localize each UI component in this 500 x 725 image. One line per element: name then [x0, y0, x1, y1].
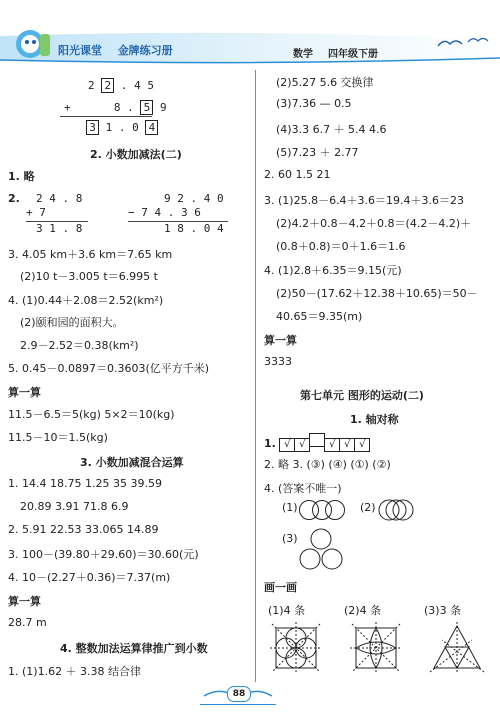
answer-line: (2)50－(17.62＋12.38＋10.65)＝50－	[276, 287, 478, 300]
answer-line: 20.89 3.91 71.8 6.9	[20, 500, 129, 513]
vertical-calc-top: 2 4 . 8	[36, 192, 83, 205]
answer-line: (1)4 条	[268, 604, 306, 617]
answer-line: 28.7 m	[8, 616, 47, 629]
answer-line: 2. 略 3. (③) (④) (①) (②)	[264, 458, 391, 471]
answer-line: 3. 100－(39.80＋29.60)＝30.60(元)	[8, 548, 199, 561]
sum-line	[60, 116, 152, 117]
section-title: 1. 轴对称	[350, 413, 399, 426]
answer-line: (4)3.3 6.7 ＋ 5.4 4.6	[276, 123, 387, 136]
digit: 1 . 0	[105, 121, 139, 134]
page-number: 88	[227, 686, 251, 702]
answer-line: 4. (1)0.44＋2.08＝2.52(km²)	[8, 294, 164, 307]
answer-line: 1. (1)1.62 ＋ 3.38 结合律	[8, 665, 142, 678]
series-name: 阳光课堂	[58, 44, 102, 57]
digit: 8 .	[113, 101, 134, 114]
vertical-calc-result: 1 8 . 0 4	[164, 222, 224, 235]
answer-line: 1. 略	[8, 170, 35, 183]
answer-box: 3	[86, 120, 99, 135]
answer-line: 40.65＝9.35(m)	[276, 310, 363, 323]
answer-line: 2. 5.91 22.53 33.065 14.89	[8, 523, 159, 536]
answer-line: 2.9－2.52＝0.38(km²)	[20, 339, 139, 352]
digit: . 4 5	[120, 79, 154, 92]
answer-line: 4. (1)2.8＋6.35＝9.15(元)	[264, 264, 402, 277]
answer-line: (2)4.2＋0.8－4.2＋0.8＝(4.2－4.2)＋	[276, 217, 472, 230]
question-label: 1.	[264, 437, 276, 450]
check-box	[309, 433, 325, 447]
answer-box: 4	[145, 120, 158, 135]
square-circles-symmetry-figure-icon	[268, 620, 324, 676]
column-divider	[255, 70, 256, 682]
subheading: 画一画	[264, 581, 297, 594]
square-leaf-symmetry-figure-icon	[348, 620, 404, 676]
triangle-circles-figure-icon	[298, 528, 344, 572]
subheading: 算一算	[8, 595, 41, 608]
digit: 2	[88, 79, 95, 92]
book-name: 金牌练习册	[117, 44, 173, 57]
section-title: 4. 整数加法运算律推广到小数	[60, 642, 208, 655]
check-row	[264, 433, 369, 452]
answer-line: 2. 60 1.5 21	[264, 168, 331, 181]
question-label: 2.	[8, 192, 20, 205]
grade-label: 四年级下册	[327, 49, 378, 60]
check-box: √	[294, 438, 310, 452]
triangle-symmetry-figure-icon	[428, 620, 486, 676]
section-title: 3. 小数加减混合运算	[80, 456, 184, 469]
answer-line: 5. 0.45－0.0897＝0.3603(亿平方千米)	[8, 362, 210, 375]
check-box: √	[339, 438, 355, 452]
subheading: 算一算	[8, 386, 41, 399]
answer-line: (3)3 条	[424, 604, 462, 617]
overlapping-circles-figure-icon	[376, 498, 416, 522]
unit-title: 第七单元 图形的运动(二)	[300, 389, 424, 402]
vertical-calc-top: 9 2 . 4 0	[164, 192, 224, 205]
figure-label: (1)	[282, 501, 298, 514]
vertical-calc-result: 3 1 . 8	[36, 222, 83, 235]
figure-label: (3)	[282, 532, 298, 545]
answer-box: 2	[101, 78, 114, 93]
vertical-add-row2	[64, 100, 167, 115]
header-title	[58, 42, 173, 58]
answer-line: 1. 14.4 18.75 1.25 35 39.59	[8, 477, 162, 490]
section-title: 2. 小数加减法(二)	[90, 148, 182, 161]
answer-line: 11.5－10＝1.5(kg)	[8, 431, 108, 444]
answer-box: 5	[140, 100, 153, 115]
plus-sign: +	[64, 101, 71, 114]
header-subject	[293, 45, 378, 60]
answer-line: (2)颐和园的面积大。	[20, 316, 124, 329]
three-circles-figure-icon	[298, 498, 346, 522]
answer-line: (3)7.36 — 0.5	[276, 97, 352, 110]
check-box: √	[354, 438, 370, 452]
footer-line	[200, 704, 276, 705]
answer-line: 4. 10－(2.27＋0.36)＝7.37(m)	[8, 571, 171, 584]
answer-line: 11.5－6.5＝5(kg) 5×2＝10(kg)	[8, 408, 175, 421]
answer-line: (5)7.23 ＋ 2.77	[276, 146, 359, 159]
answer-line: (2)4 条	[344, 604, 382, 617]
answer-line: (2)10 t－3.005 t＝6.995 t	[20, 270, 158, 283]
check-box: √	[324, 438, 340, 452]
subheading: 算一算	[264, 334, 297, 347]
answer-line: 3. 4.05 km＋3.6 km＝7.65 km	[8, 248, 173, 261]
subject-label: 数学	[293, 49, 313, 60]
vertical-add-row3	[86, 120, 158, 135]
vertical-add-row1	[88, 78, 154, 93]
birds-icon	[436, 34, 492, 52]
answer-line: 4. (答案不唯一)	[264, 482, 342, 495]
check-box: √	[279, 438, 295, 452]
vertical-calc-op: + 7	[26, 206, 46, 219]
answer-line: (0.8＋0.8)＝0＋1.6＝1.6	[276, 240, 406, 253]
digit: 9	[160, 101, 167, 114]
answer-line: 3333	[264, 355, 292, 368]
answer-line: (2)5.27 5.6 交换律	[276, 76, 374, 89]
figure-label: (2)	[360, 501, 376, 514]
answer-line: 3. (1)25.8－6.4＋3.6＝19.4＋3.6＝23	[264, 194, 465, 207]
vertical-calc-op: − 7 4 . 3 6	[128, 206, 201, 219]
mascot-icon	[10, 26, 56, 66]
